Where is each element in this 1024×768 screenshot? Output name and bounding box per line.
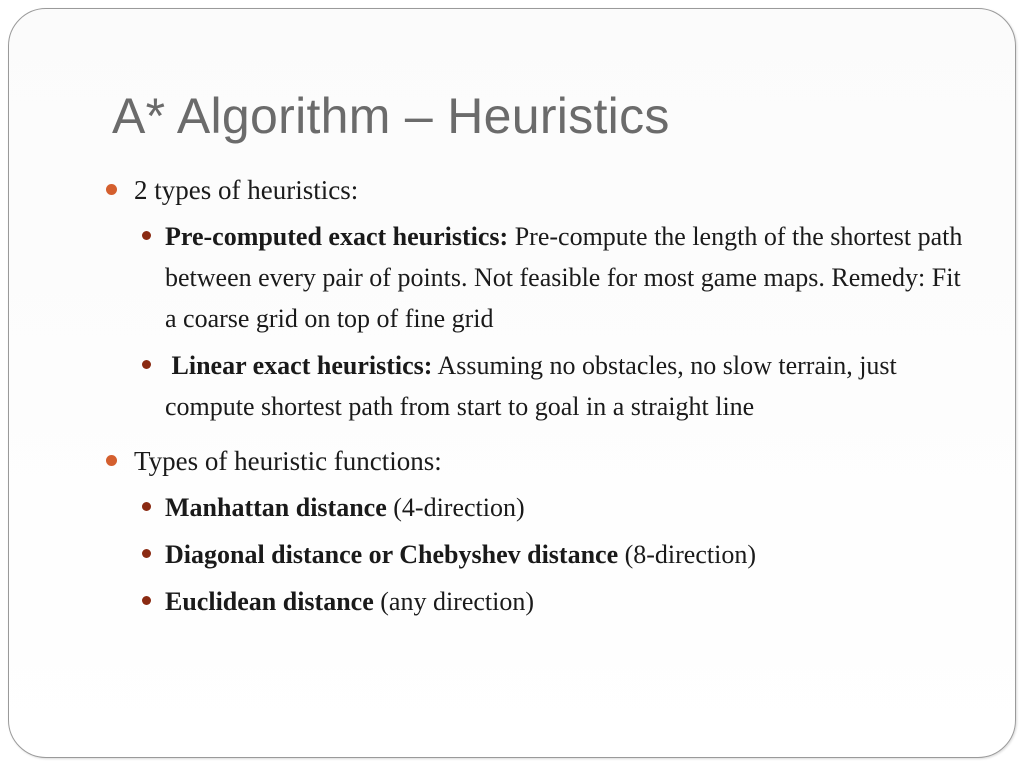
sub-bullet-text: (any direction) [373, 587, 535, 616]
slide-content [104, 170, 974, 622]
bullet-text: Types of heuristic functions: [134, 446, 442, 476]
sub-bullet-euclidean [104, 581, 974, 622]
sub-bullet-dot-icon [142, 549, 151, 558]
sub-bullet-text: Assuming no obstacles, no slow terrain, just compute shortest path from start to goal in a straight line [165, 351, 897, 421]
sub-bullet-dot-icon [142, 502, 151, 511]
bullet-text: 2 types of heuristics: [134, 175, 359, 205]
sub-bullet-linear [104, 345, 974, 427]
bullet-dot-icon [106, 184, 117, 195]
sub-bullet-dot-icon [142, 596, 151, 605]
sub-bullet-dot-icon [142, 360, 151, 369]
sub-bullet-term: Pre-computed exact heuristics: [165, 222, 509, 251]
sub-bullet-dot-icon [142, 231, 151, 240]
sub-bullet-term: Euclidean distance [165, 587, 374, 616]
bullet-heuristic-functions [104, 441, 974, 481]
bullet-heuristic-types [104, 170, 974, 210]
sub-bullet-text: (8-direction) [618, 540, 756, 569]
sub-bullet-term: Linear exact heuristics: [165, 351, 433, 380]
sub-bullet-text: Pre-compute the length of the shortest path between every pair of points. Not feasible for most game maps. Remedy: Fit a coarse grid on top of fine grid [165, 222, 963, 333]
sub-bullet-text: (4-direction) [386, 493, 525, 522]
sub-bullet-term: Diagonal distance or Chebyshev distance [165, 540, 619, 569]
bullet-dot-icon [106, 455, 117, 466]
sub-bullet-term: Manhattan distance [165, 493, 387, 522]
sub-bullet-manhattan [104, 487, 974, 528]
sub-bullet-precomputed [104, 216, 974, 339]
sub-bullet-diagonal [104, 534, 974, 575]
slide-title: A* Algorithm – Heuristics [112, 88, 670, 144]
